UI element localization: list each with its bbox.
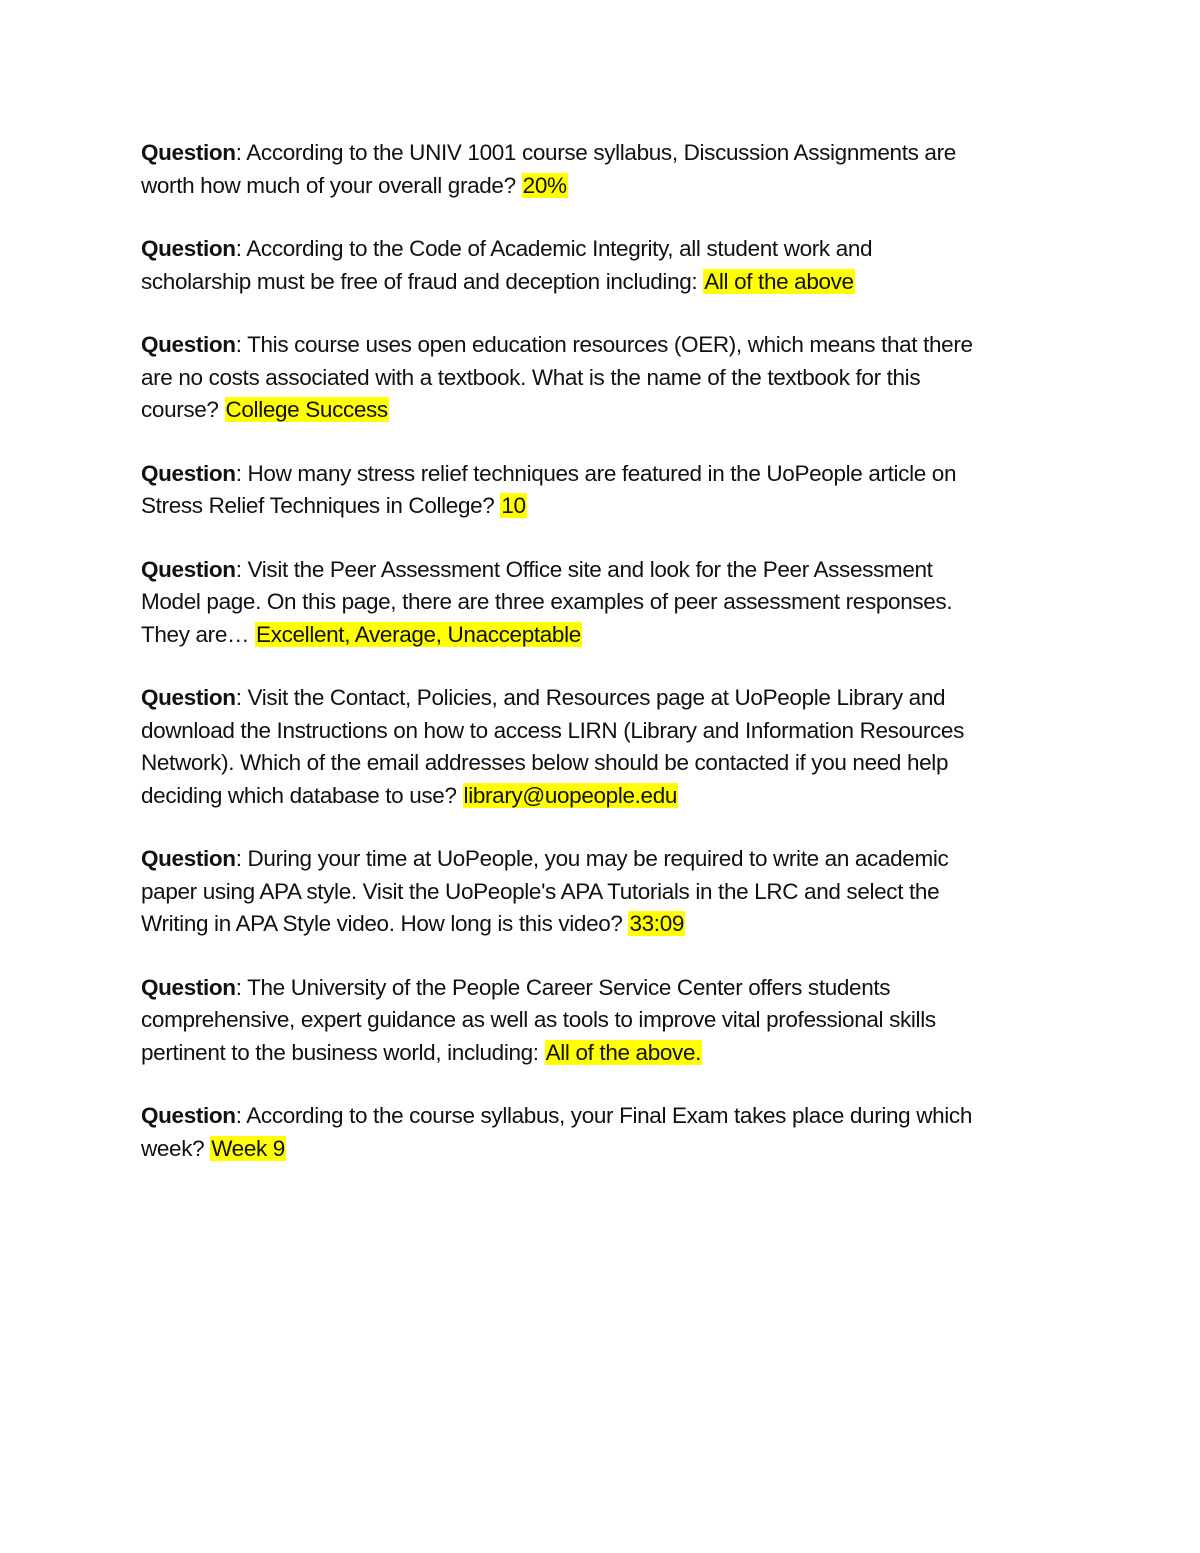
question-line xyxy=(141,780,1061,813)
question-line xyxy=(141,682,1061,715)
question-line xyxy=(141,266,1061,299)
highlighted-answer: library@uopeople.edu xyxy=(463,782,678,808)
highlighted-answer: Week 9 xyxy=(211,1135,285,1161)
question-block xyxy=(141,554,1061,652)
question-line xyxy=(141,972,1061,1005)
question-line xyxy=(141,908,1061,941)
highlighted-answer: All of the above xyxy=(704,268,854,294)
question-label: Question xyxy=(141,332,236,357)
question-text: course? xyxy=(141,397,225,422)
question-line xyxy=(141,843,1061,876)
question-block xyxy=(141,682,1061,812)
question-line xyxy=(141,394,1061,427)
question-label: Question xyxy=(141,974,236,1000)
question-text: : According to the Code of Academic Integrity, all student work and xyxy=(235,236,873,261)
question-text: worth how much of your overall grade? xyxy=(141,172,522,198)
question-line xyxy=(141,1004,1061,1037)
question-line xyxy=(141,747,1061,780)
question-text: They are… xyxy=(141,621,256,647)
question-text: : Visit the Peer Assessment Office site and look for the Peer Assessment xyxy=(235,556,933,582)
document-body xyxy=(141,137,1061,1196)
question-text: paper using APA style. Visit the UoPeople's APA Tutorials in the LRC and select the xyxy=(141,878,940,904)
question-text: Writing in APA Style video. How long is this video? xyxy=(141,911,629,936)
question-line xyxy=(141,1100,1061,1133)
question-line xyxy=(141,715,1061,748)
question-block xyxy=(141,843,1061,941)
highlighted-answer: 33:09 xyxy=(629,911,685,936)
question-text: download the Instructions on how to access LIRN (Library and Information Resources xyxy=(141,717,964,743)
question-text: : During your time at UoPeople, you may be required to write an academic xyxy=(235,846,949,871)
question-text: : How many stress relief techniques are featured in the UoPeople article on xyxy=(235,460,957,486)
question-line xyxy=(141,137,1061,170)
question-line xyxy=(141,876,1061,909)
highlighted-answer: Excellent, Average, Unacceptable xyxy=(256,621,581,647)
question-label: Question xyxy=(141,685,236,710)
question-line xyxy=(141,554,1061,587)
question-text: scholarship must be free of fraud and deception including: xyxy=(141,268,704,294)
question-label: Question xyxy=(141,556,236,582)
highlighted-answer: 10 xyxy=(501,493,526,518)
question-block xyxy=(141,329,1061,427)
question-label: Question xyxy=(141,236,236,261)
question-text: week? xyxy=(141,1135,211,1161)
question-line xyxy=(141,233,1061,266)
question-text: pertinent to the business world, including: xyxy=(141,1039,545,1065)
question-label: Question xyxy=(141,140,236,165)
question-label: Question xyxy=(141,460,236,486)
question-text: deciding which database to use? xyxy=(141,782,463,808)
question-text: Model page. On this page, there are three examples of peer assessment responses. xyxy=(141,589,953,614)
question-text: : According to the course syllabus, your Final Exam takes place during which xyxy=(235,1103,972,1128)
highlighted-answer: 20% xyxy=(522,172,567,198)
question-line xyxy=(141,1133,1061,1166)
question-line xyxy=(141,1037,1061,1070)
question-text: : According to the UNIV 1001 course syllabus, Discussion Assignments are xyxy=(235,140,956,165)
highlighted-answer: College Success xyxy=(225,397,388,422)
question-block xyxy=(141,458,1061,523)
question-text: Network). Which of the email addresses below should be contacted if you need help xyxy=(141,750,949,775)
question-text: comprehensive, expert guidance as well as tools to improve vital professional skills xyxy=(141,1007,936,1032)
question-text: : This course uses open education resources (OER), which means that there xyxy=(235,332,973,357)
question-text: Stress Relief Techniques in College? xyxy=(141,493,501,518)
question-label: Question xyxy=(141,1103,236,1128)
highlighted-answer: All of the above. xyxy=(545,1039,702,1065)
question-line xyxy=(141,170,1061,203)
question-line xyxy=(141,458,1061,491)
question-text: are no costs associated with a textbook. What is the name of the textbook for this xyxy=(141,364,921,390)
question-line xyxy=(141,490,1061,523)
question-line xyxy=(141,619,1061,652)
question-label: Question xyxy=(141,846,236,871)
question-line xyxy=(141,362,1061,395)
question-text: : The University of the People Career Service Center offers students xyxy=(235,974,891,1000)
question-line xyxy=(141,329,1061,362)
question-text: : Visit the Contact, Policies, and Resources page at UoPeople Library and xyxy=(235,685,946,710)
question-block xyxy=(141,972,1061,1070)
question-line xyxy=(141,586,1061,619)
question-block xyxy=(141,137,1061,202)
question-block xyxy=(141,1100,1061,1165)
question-block xyxy=(141,233,1061,298)
